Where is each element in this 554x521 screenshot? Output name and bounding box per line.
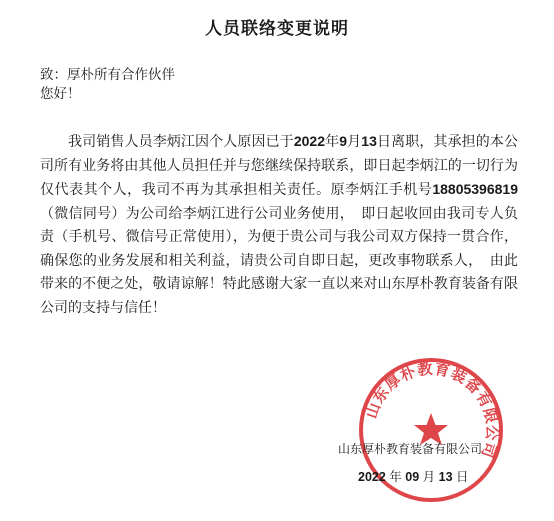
- signature-date: [358, 467, 469, 485]
- date-day: 13: [438, 470, 453, 484]
- date-month: 09: [405, 470, 420, 484]
- body-text-part: 月: [347, 134, 362, 150]
- body-text-part: 我司销售人员李炳江因个人原因已于: [68, 134, 294, 150]
- addressee-line: 致：厚朴所有合作伙伴: [40, 67, 175, 83]
- date-sep: 日: [452, 470, 469, 484]
- date-year: 2022: [358, 470, 386, 484]
- body-paragraph: [40, 130, 518, 320]
- body-text-part: （微信同号）为公司给李炳江进行公司业务使用， 即日起收回由我司专人负责（手机号、微信号正常使用），为便于贵公司与我公司双方保持一贯合作，确保您的业务发展和相关利益，请贵公司自即日起，更改事物联系人， 由此带来的不便之处，敬请谅解！特此感谢大家一直以来对山东厚朴教育装备有限公司的支持与信任！: [40, 205, 518, 316]
- resign-day: 13: [361, 133, 377, 149]
- signature-company: 山东厚朴教育装备有限公司: [338, 442, 483, 456]
- document-title: 人员联络变更说明: [205, 19, 349, 39]
- date-sep: 月: [419, 470, 439, 484]
- greeting-line: 您好！: [40, 86, 81, 102]
- phone-number: 18805396819: [432, 181, 518, 197]
- body-text-part: 日离职，其承担的本公司所有业务将由其他人员担任并与您继续保持联系，即日起李炳江的一切行为仅代表其个人，我司不再为其承担相关责任。原李炳江手机号: [40, 134, 519, 198]
- seal-text: 山东厚朴教育装备有限公司: [362, 359, 502, 461]
- resign-month: 9: [339, 133, 348, 149]
- date-sep: 年: [385, 470, 406, 484]
- body-text-part: 年: [325, 134, 340, 150]
- resign-year: 2022: [293, 133, 326, 149]
